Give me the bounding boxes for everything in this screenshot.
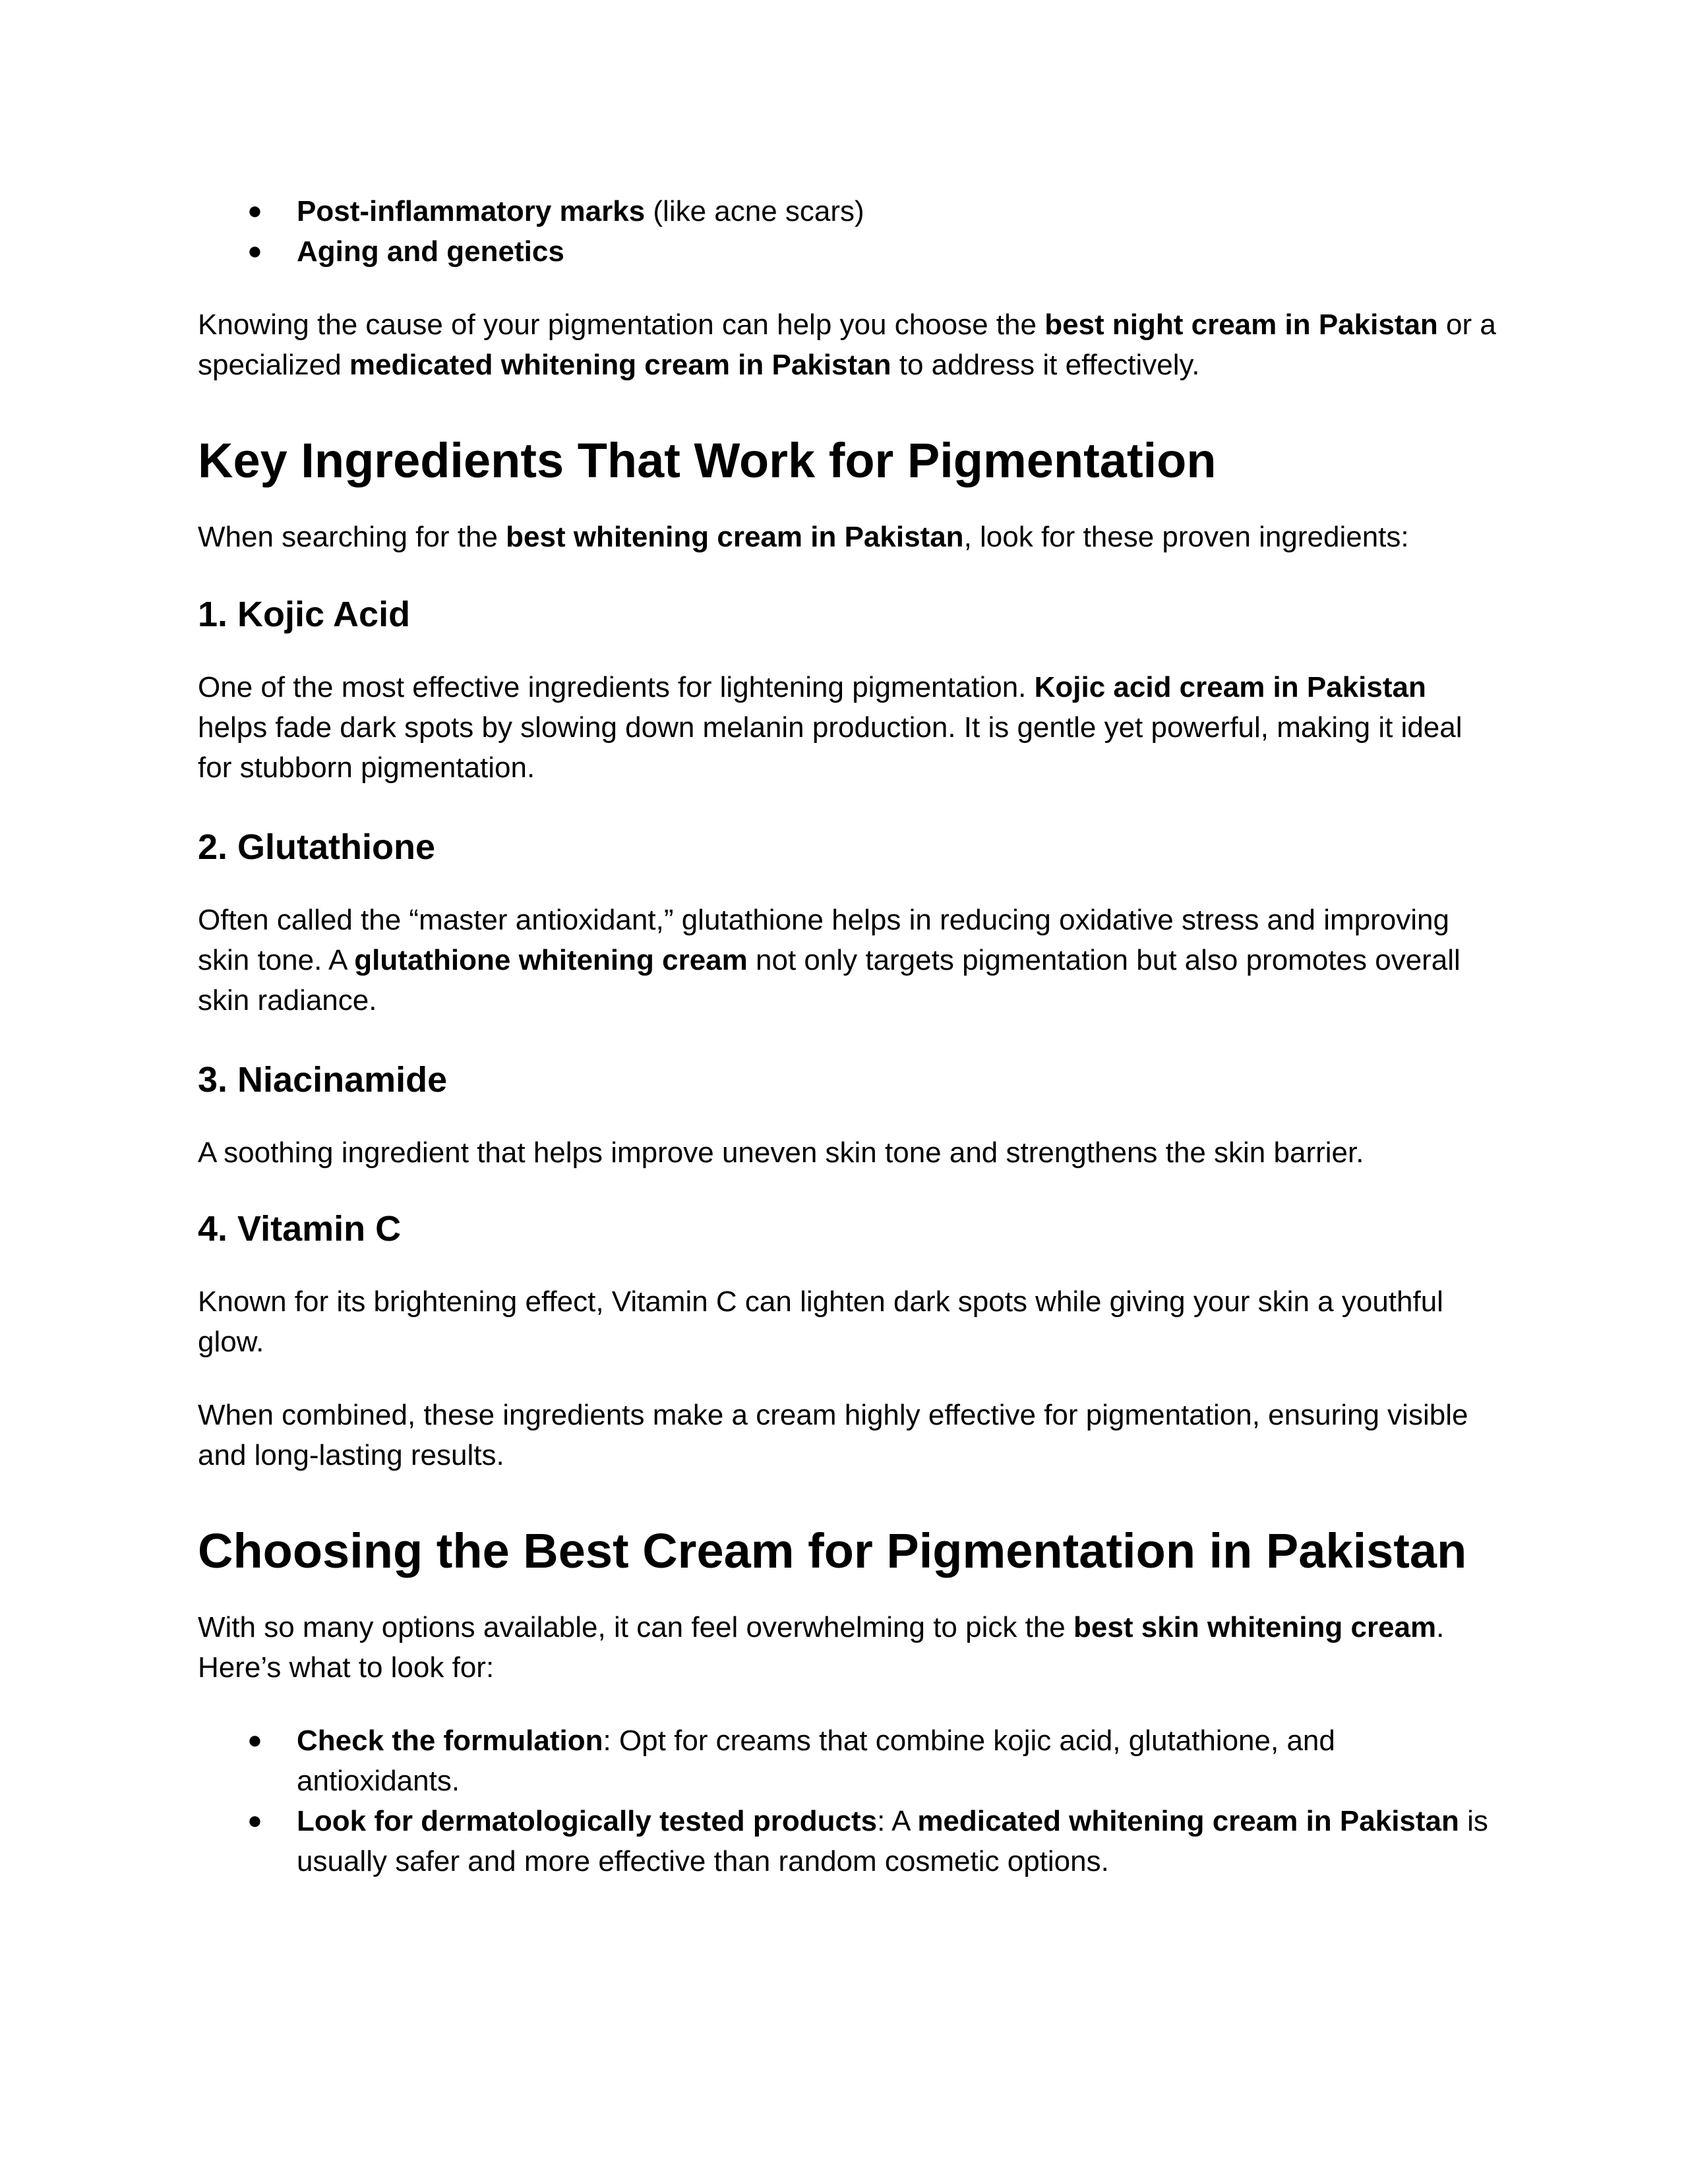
document-page (198, 191, 1503, 1881)
ingredient-heading: 2. Glutathione (198, 827, 436, 867)
list-item: ● Look for dermatologically tested products: A medicated whitening cream in Pakistan is usually safer and more effective than random cosmetic options. (297, 1801, 1503, 1881)
ingredient-paragraph: A soothing ingredient that helps improve uneven skin tone and strengthens the skin barrier. (198, 1136, 1364, 1169)
bullet-icon: ● (247, 197, 262, 225)
intro-paragraph: Knowing the cause of your pigmentation can help you choose the best night cream in Pakistan or a specialized medicated whitening cream in Pakistan to address it effectively. (198, 309, 1496, 381)
list-item: ● Post-inflammatory marks (like acne scars) (297, 191, 1503, 231)
ingredient-paragraph: Known for its brightening effect, Vitamin C can lighten dark spots while giving your skin a youthful glow. (198, 1285, 1443, 1358)
list-item: ● Check the formulation: Opt for creams that combine kojic acid, glutathione, and antioxidants. (297, 1721, 1503, 1801)
section-heading: Choosing the Best Cream for Pigmentation in Pakistan (198, 1523, 1467, 1578)
ingredient-paragraph: Often called the “master antioxidant,” glutathione helps in reducing oxidative stress and improving skin tone. A glutathione whitening cream not only targets pigmentation but also promotes overall skin radiance. (198, 904, 1461, 1017)
tips-list (198, 1721, 1503, 1881)
section-lead-paragraph: With so many options available, it can feel overwhelming to pick the best skin whitening cream. Here’s what to look for: (198, 1611, 1445, 1684)
section-lead-paragraph: When searching for the best whitening cream in Pakistan, look for these proven ingredients: (198, 521, 1409, 553)
list-item: ● Aging and genetics (297, 231, 1503, 272)
ingredient-heading: 3. Niacinamide (198, 1060, 448, 1100)
ingredient-heading: 4. Vitamin C (198, 1209, 402, 1249)
section-heading: Key Ingredients That Work for Pigmentation (198, 433, 1217, 488)
ingredient-heading: 1. Kojic Acid (198, 595, 411, 634)
closing-paragraph: When combined, these ingredients make a cream highly effective for pigmentation, ensuring visible and long-lasting results. (198, 1399, 1468, 1471)
bullet-icon: ● (247, 1807, 262, 1835)
bullet-icon: ● (247, 237, 262, 265)
bullet-icon: ● (247, 1727, 262, 1754)
ingredient-paragraph: One of the most effective ingredients for lightening pigmentation. Kojic acid cream in Pakistan helps fade dark spots by slowing down melanin production. It is gentle yet powerful, making it ideal for stubborn pigmentation. (198, 671, 1462, 784)
cause-list (198, 191, 1503, 272)
